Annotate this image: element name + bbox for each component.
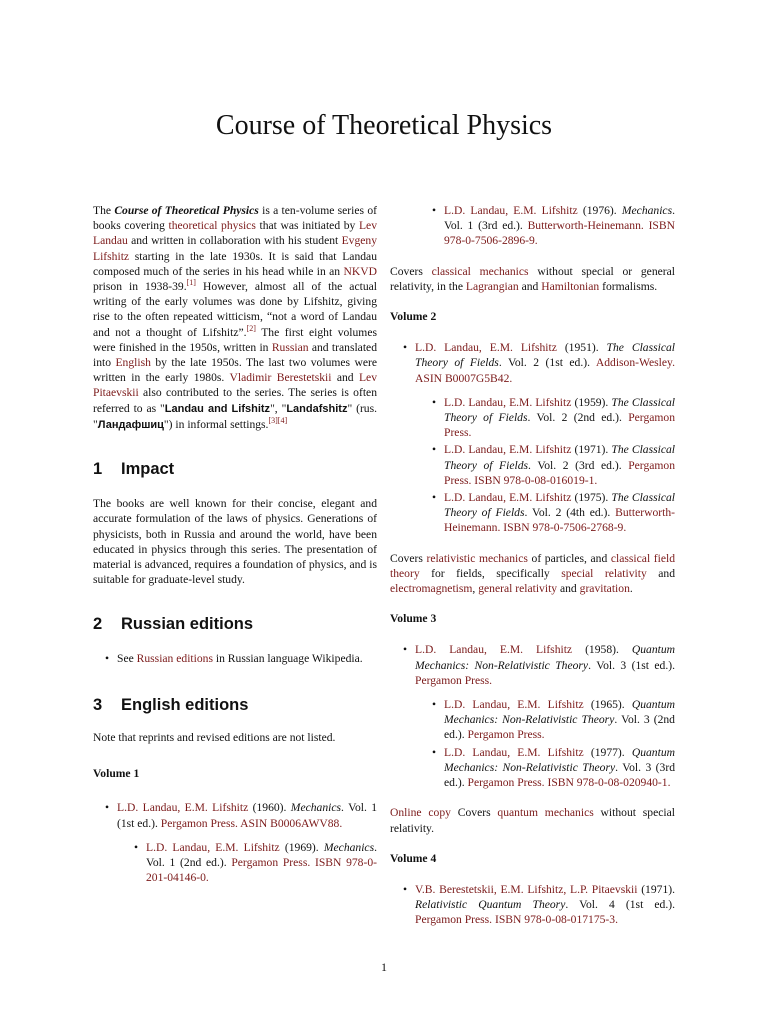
citation-id[interactable]: ISBN 978-0-201-04146-0. — [146, 856, 377, 885]
link-english[interactable]: English — [115, 356, 151, 370]
intro-paragraph: The Course of Theoretical Physics is a ten-volume series of books covering theoretical physics that was initiated by Lev Landau and written in collaboration with his student Evgeny Lifshitz starting in the late 1930s. It is said that Landau composed much of the series in his head while in an NKVD prison in 1938-39.[1] However, almost all of the actual writing of the early volumes was done by Lifshitz, giving rise to the often repeated witticism, “not a word of Landau and not a thought of Lifshitz”.[2] The first eight volumes were finished in the 1950s, written in Russian and translated into English by the late 1950s. The last two volumes were written in the early 1980s. Vladimir Berestetskii and Lev Pitaevskii also contributed to the series. The series is often referred to as "Landau and Lifshitz", "Landafshitz" (rus. "Ландафшиц") in informal settings.[3][4] — [93, 204, 378, 431]
link-electromagnetism[interactable]: electromagnetism — [390, 582, 473, 596]
volume-2-sublist — [390, 395, 675, 536]
section-heading-impact: 1 Impact — [93, 460, 175, 479]
volume-3-list — [390, 642, 675, 688]
volume-3-description: Online copy Covers quantum mechanics without special relativity. — [390, 806, 675, 835]
citation-publisher[interactable]: Addison-Wesley. — [595, 356, 675, 370]
impact-paragraph: The books are well known for their concise, elegant and accurate formulation of the laws of physics. Generations of physicists, both in Russia and around the world, have been educated in physics through this series. The presentation of material is advanced, requires a foundation of physics, and is suitable for graduate-level study. — [93, 497, 377, 587]
citation-authors[interactable]: L.D. Landau, E.M. Lifshitz — [444, 698, 584, 712]
volume-1-list — [93, 800, 377, 830]
link-quantum-mechanics[interactable]: quantum mechanics — [497, 806, 594, 820]
list-item: • L.D. Landau, E.M. Lifshitz (1971). The Classical Theory of Fields. Vol. 2 (3rd ed.). Pergamon Press. ISBN 978-0-08-016019-1. — [444, 442, 675, 488]
citation-authors[interactable]: L.D. Landau, E.M. Lifshitz — [415, 643, 573, 657]
citation-id[interactable]: ISBN 978-0-08-016019-1. — [471, 473, 598, 487]
citation-authors[interactable]: L.D. Landau, E.M. Lifshitz — [444, 443, 572, 457]
volume-1-sublist — [93, 840, 377, 886]
list-item: • L.D. Landau, E.M. Lifshitz (1969). Mechanics. Vol. 1 (2nd ed.). Pergamon Press. ISBN 978-0-201-04146-0. — [146, 840, 377, 886]
link-berestetskii[interactable]: Vladimir Berestetskii — [229, 371, 332, 385]
citation-authors[interactable]: L.D. Landau, E.M. Lifshitz — [444, 745, 584, 759]
citation-publisher[interactable]: Pergamon Press. — [444, 411, 676, 440]
citation-publisher[interactable]: Pergamon Press. — [231, 856, 311, 870]
list-item: • L.D. Landau, E.M. Lifshitz (1960). Mechanics. Vol. 1 (1st ed.). Pergamon Press. ASIN B0006AWV88. — [117, 800, 377, 830]
volume-3-sublist — [390, 697, 675, 790]
citation-id[interactable]: ISBN 978-0-7506-2896-9. — [444, 219, 675, 248]
volume-1-description: Covers classical mechanics without special or general relativity, in the Lagrangian and Hamiltonian formalisms. — [390, 264, 675, 293]
link-nkvd[interactable]: NKVD — [343, 264, 377, 278]
citation-authors[interactable]: L.D. Landau, E.M. Lifshitz — [117, 801, 249, 815]
citation-id[interactable]: ASIN B0006AWV88. — [237, 816, 343, 830]
list-item: • L.D. Landau, E.M. Lifshitz (1959). The Classical Theory of Fields. Vol. 2 (2nd ed.). Pergamon Press. — [444, 395, 675, 441]
link-online-copy[interactable]: Online copy — [390, 806, 451, 820]
citation-publisher[interactable]: Pergamon Press. — [415, 673, 493, 687]
link-classical-field-theory[interactable]: classical field theory — [390, 551, 676, 580]
link-russian[interactable]: Russian — [271, 340, 309, 354]
link-pitaevskii[interactable]: Lev Pitaevskii — [93, 371, 377, 400]
english-editions-note: Note that reprints and revised editions are not listed. — [93, 731, 336, 745]
volume-2-description: Covers relativistic mechanics of particles, and classical field theory for fields, specifically special relativity and electromagnetism, general relativity and gravitation. — [390, 551, 676, 596]
link-theoretical-physics[interactable]: theoretical physics — [168, 219, 256, 233]
link-classical-mechanics[interactable]: classical mechanics — [431, 264, 529, 278]
ref-3-4[interactable]: [3][4] — [268, 415, 288, 425]
volume-4-heading: Volume 4 — [390, 851, 437, 865]
ref-1[interactable]: [1] — [186, 278, 196, 288]
left-column — [93, 203, 377, 886]
citation-authors[interactable]: L.D. Landau, E.M. Lifshitz — [444, 204, 578, 217]
citation-id[interactable]: ISBN 978-0-08-017175-3. — [492, 913, 618, 927]
list-item: • L.D. Landau, E.M. Lifshitz (1976). Mechanics. Vol. 1 (3rd ed.). Butterworth-Heinemann. ISBN 978-0-7506-2896-9. — [444, 203, 675, 249]
link-hamiltonian[interactable]: Hamiltonian — [541, 279, 600, 293]
link-evgeny-lifshitz[interactable]: Evgeny Lifshitz — [93, 234, 377, 263]
link-russian-editions[interactable]: Russian editions — [136, 651, 213, 665]
citation-authors[interactable]: L.D. Landau, E.M. Lifshitz — [444, 491, 572, 505]
citation-publisher[interactable]: Pergamon Press. — [160, 816, 238, 830]
page-title: Course of Theoretical Physics — [215, 110, 553, 141]
link-lev-landau[interactable]: Lev Landau — [93, 219, 377, 248]
list-item: • L.D. Landau, E.M. Lifshitz (1977). Quantum Mechanics: Non-Relativistic Theory. Vol. 3 (3rd ed.). Pergamon Press. ISBN 978-0-08-020940-1. — [444, 745, 675, 791]
citation-id[interactable]: ISBN 978-0-08-020940-1. — [544, 776, 671, 790]
ref-2[interactable]: [2] — [246, 323, 256, 333]
citation-publisher[interactable]: Pergamon Press. — [444, 458, 676, 487]
volume-2-list — [390, 340, 675, 386]
link-lagrangian[interactable]: Lagrangian — [465, 279, 519, 293]
link-special-relativity[interactable]: special relativity — [561, 566, 647, 580]
volume-1-heading: Volume 1 — [93, 767, 140, 781]
volume-2-heading: Volume 2 — [390, 310, 437, 324]
citation-id[interactable]: ISBN 978-0-7506-2768-9. — [500, 521, 627, 535]
citation-publisher[interactable]: Pergamon Press. — [467, 728, 545, 742]
volume-3-heading: Volume 3 — [390, 612, 437, 626]
list-item: • L.D. Landau, E.M. Lifshitz (1958). Quantum Mechanics: Non-Relativistic Theory. Vol. 3 (1st ed.). Pergamon Press. — [415, 642, 675, 688]
citation-authors[interactable]: L.D. Landau, E.M. Lifshitz — [415, 341, 557, 355]
section-heading-russian-editions: 2 Russian editions — [93, 615, 254, 634]
right-column — [390, 203, 675, 928]
list-item: • L.D. Landau, E.M. Lifshitz (1965). Quantum Mechanics: Non-Relativistic Theory. Vol. 3 (2nd ed.). Pergamon Press. — [444, 697, 675, 743]
russian-editions-list — [93, 651, 377, 666]
citation-authors[interactable]: V.B. Berestetskii, E.M. Lifshitz, L.P. Pitaevskii — [415, 882, 638, 896]
volume-4-list — [390, 882, 675, 928]
list-item: • L.D. Landau, E.M. Lifshitz (1951). The Classical Theory of Fields. Vol. 2 (1st ed.). Addison-Wesley. ASIN B0007G5B42. — [415, 340, 675, 386]
citation-authors[interactable]: L.D. Landau, E.M. Lifshitz — [444, 395, 572, 409]
list-item: • L.D. Landau, E.M. Lifshitz (1975). The Classical Theory of Fields. Vol. 2 (4th ed.). Butterworth-Heinemann. ISBN 978-0-7506-2768-9. — [444, 490, 675, 536]
citation-publisher[interactable]: Pergamon Press. — [415, 913, 493, 927]
link-general-relativity[interactable]: general relativity — [478, 582, 558, 596]
page-number: 1 — [381, 960, 387, 974]
volume-1-sublist-cont — [390, 203, 675, 249]
citation-publisher[interactable]: Butterworth-Heinemann. — [444, 506, 675, 535]
link-gravitation[interactable]: gravitation — [579, 582, 630, 596]
section-heading-english-editions: 3 English editions — [93, 695, 249, 714]
citation-authors[interactable]: L.D. Landau, E.M. Lifshitz — [146, 840, 280, 854]
citation-publisher[interactable]: Pergamon Press. — [467, 776, 545, 790]
citation-id[interactable]: ASIN B0007G5B42. — [415, 371, 513, 385]
citation-publisher[interactable]: Butterworth-Heinemann. — [527, 219, 644, 233]
link-relativistic-mechanics[interactable]: relativistic mechanics — [426, 551, 528, 565]
list-item: • See Russian editions in Russian language Wikipedia. — [117, 651, 377, 666]
list-item: • V.B. Berestetskii, E.M. Lifshitz, L.P. Pitaevskii (1971). Relativistic Quantum Theory. Vol. 4 (1st ed.). Pergamon Press. ISBN 978-0-08-017175-3. — [415, 882, 675, 928]
